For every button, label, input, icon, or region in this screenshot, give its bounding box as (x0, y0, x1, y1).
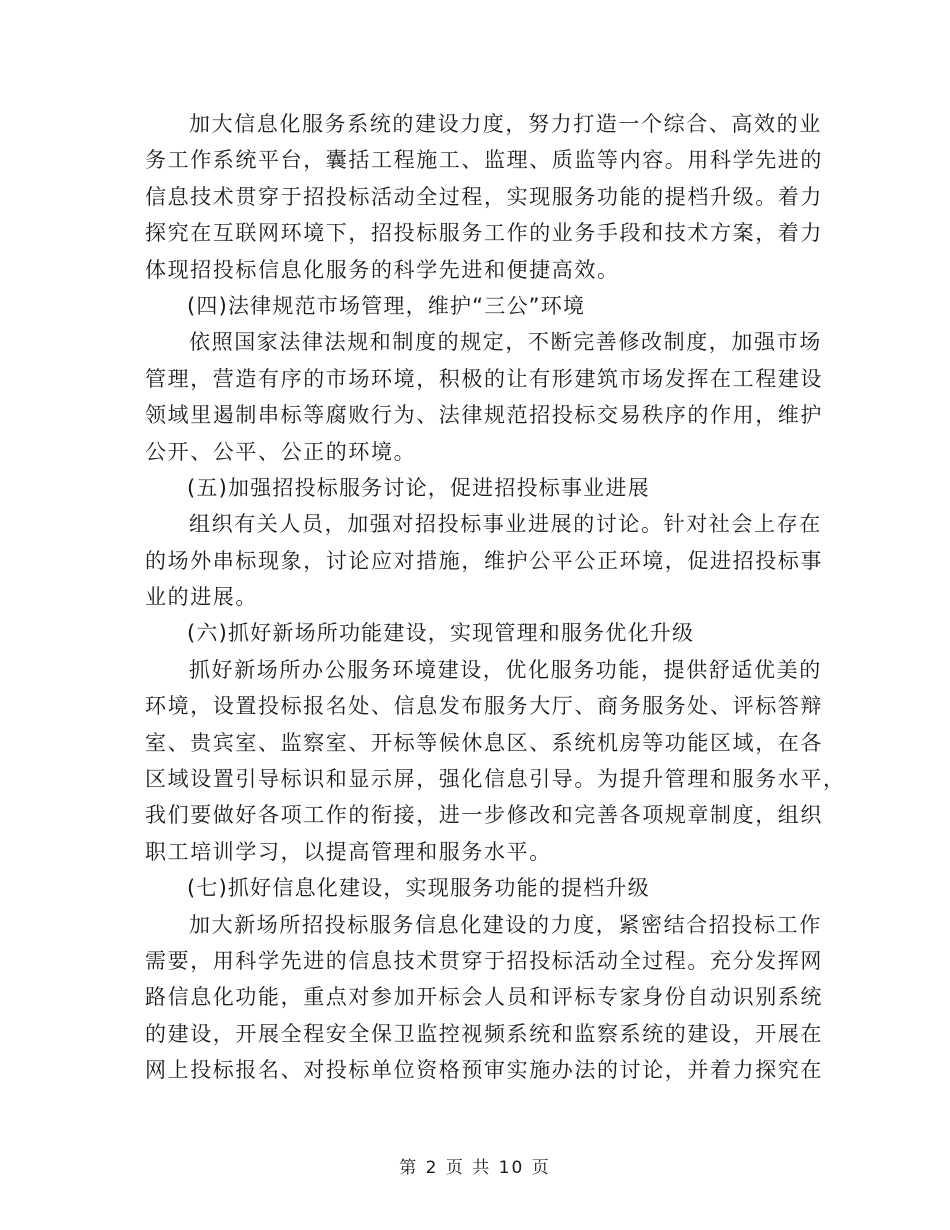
text-line: 的建设，开展全程安全保卫监控视频系统和监察系统的建设，开展在 (145, 1021, 823, 1046)
text-line: 网上投标报名、对投标单位资格预审实施办法的讨论，并着力探究在 (145, 1058, 823, 1083)
section-heading-7: (七)抓好信息化建设，实现服务功能的提档升级 (187, 876, 650, 901)
text-line: 加大新场所招投标服务信息化建设的力度，紧密结合招投标工作 (189, 912, 822, 937)
text-line: 体现招投标信息化服务的科学先进和便捷高效。 (145, 257, 620, 282)
page-number-footer: 第 2 页 共 10 页 (399, 1158, 551, 1178)
text-line: 管理，营造有序的市场环境，积极的让有形建筑市场发挥在工程建设 (145, 366, 823, 391)
text-line: 的场外串标现象，讨论应对措施，维护公平公正环境，促进招投标事 (145, 548, 823, 573)
text-line: 职工培训学习，以提高管理和服务水平。 (145, 839, 552, 864)
text-line: 区域设置引导标识和显示屏，强化信息引导。为提升管理和服务水平， (145, 767, 846, 792)
text-line: 加大信息化服务系统的建设力度，努力打造一个综合、高效的业 (189, 112, 822, 136)
section-heading-6: (六)抓好新场所功能建设，实现管理和服务优化升级 (187, 621, 695, 646)
paragraph-bidding-discussion (145, 506, 823, 615)
text-line: 信息技术贯穿于招投标活动全过程，实现服务功能的提档升级。着力 (145, 184, 823, 209)
text-line: 路信息化功能，重点对参加开标会人员和评标专家身份自动识别系统 (145, 985, 823, 1010)
text-line: 环境，设置投标报名处、信息发布服务大厅、商务服务处、评标答辩 (145, 694, 823, 719)
text-line: 需要，用科学先进的信息技术贯穿于招投标活动全过程。充分发挥网 (145, 948, 823, 973)
text-line: 业的进展。 (145, 585, 258, 610)
section-heading-4: (四)法律规范市场管理，维护“三公”环境 (187, 293, 586, 318)
text-line: 组织有关人员，加强对招投标事业进展的讨论。针对社会上存在 (189, 512, 822, 537)
section-heading-5: (五)加强招投标服务讨论，促进招投标事业进展 (187, 475, 650, 500)
text-line: 务工作系统平台，囊括工程施工、监理、质监等内容。用科学先进的 (145, 148, 823, 173)
paragraph-informatization (145, 106, 823, 288)
text-line: 依照国家法律法规和制度的规定，不断完善修改制度，加强市场 (189, 330, 822, 355)
text-line: 我们要做好各项工作的衔接，进一步修改和完善各项规章制度，组织 (145, 803, 823, 828)
text-line: 抓好新场所办公服务环境建设，优化服务功能，提供舒适优美的 (189, 657, 822, 682)
paragraph-market-management (145, 324, 823, 470)
paragraph-new-venue (145, 652, 846, 870)
text-line: 室、贵宾室、监察室、开标等候休息区、系统机房等功能区域，在各 (145, 730, 823, 755)
text-line: 探究在互联网环境下，招投标服务工作的业务手段和技术方案，着力 (145, 221, 823, 246)
text-line: 公开、公平、公正的环境。 (145, 439, 417, 464)
text-line: 领域里遏制串标等腐败行为、法律规范招投标交易秩序的作用，维护 (145, 403, 823, 428)
paragraph-info-construction (145, 907, 823, 1089)
document-body (145, 106, 846, 1089)
